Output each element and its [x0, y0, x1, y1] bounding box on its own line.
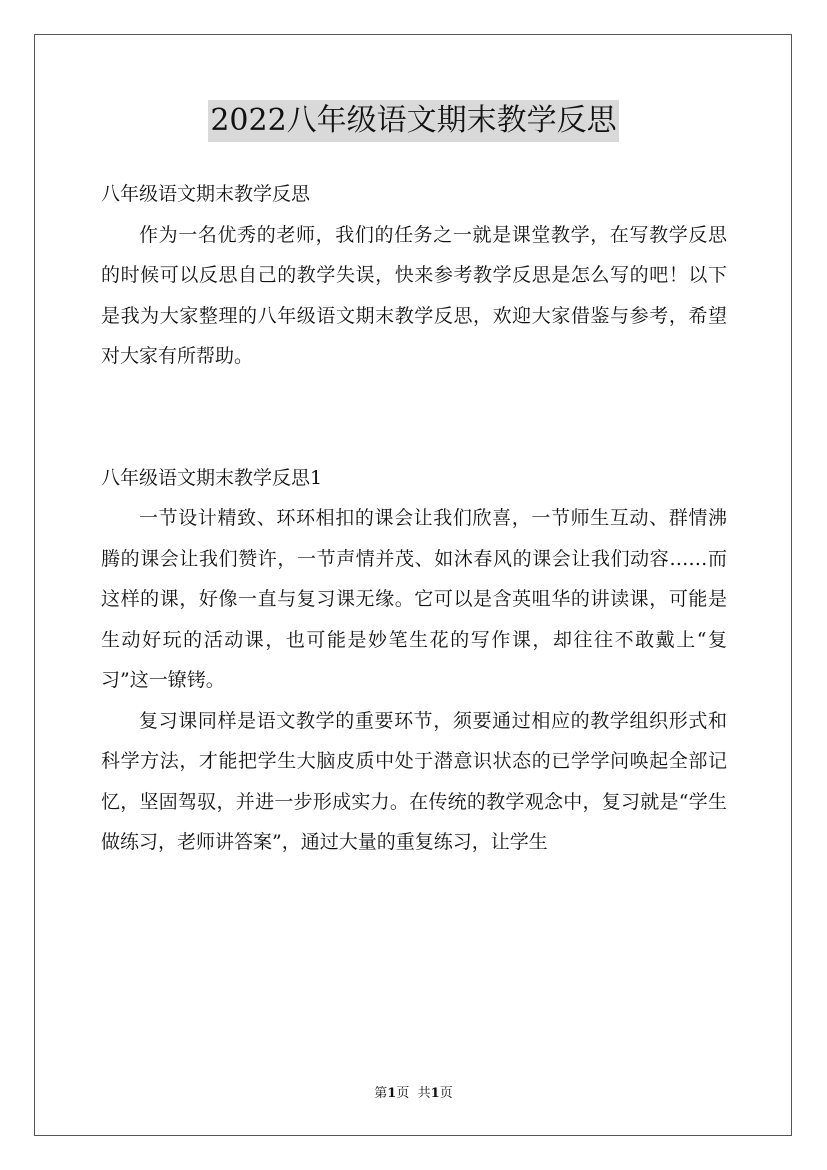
total-pages: 1: [430, 1086, 440, 1101]
total-prefix: 共: [417, 1086, 431, 1101]
document-subtitle: 八年级语文期末教学反思: [101, 183, 311, 205]
document-title: 2022八年级语文期末教学反思: [208, 100, 618, 142]
section-1-heading: 八年级语文期末教学反思1: [101, 466, 323, 489]
page-suffix: 页: [396, 1086, 410, 1101]
page-number: 1: [387, 1086, 397, 1101]
page-prefix: 第: [374, 1086, 388, 1101]
document-body: [101, 174, 727, 863]
page-footer: [0, 1082, 827, 1101]
section-spacer: [101, 377, 727, 458]
title-container: [0, 100, 827, 142]
total-suffix: 页: [439, 1086, 453, 1101]
section-1-paragraph-2: 复习课同样是语文教学的重要环节，须要通过相应的教学组织形式和科学方法，才能把学生大脑皮质中处于潜意识状态的已学学问唤起全部记忆，坚固驾驭，并进一步形成实力。在传统的教学观念中，复习就是“学生做练习，老师讲答案”，通过大量的重复练习，让学生: [101, 709, 727, 853]
section-1-paragraph-1: 一节设计精致、环环相扣的课会让我们欣喜，一节师生互动、群情沸腾的课会让我们赞许，一节声情并茂、如沐春风的课会让我们动容……而这样的课，好像一直与复习课无缘。它可以是含英咀华的讲读课，可能是生动好玩的活动课，也可能是妙笔生花的写作课，却往往不敢戴上“复习”这一镣铐。: [101, 507, 727, 691]
intro-paragraph: 作为一名优秀的老师，我们的任务之一就是课堂教学，在写教学反思的时候可以反思自己的教学失误，快来参考教学反思是怎么写的吧！以下是我为大家整理的八年级语文期末教学反思，欢迎大家借鉴与参考，希望对大家有所帮助。: [101, 223, 727, 367]
